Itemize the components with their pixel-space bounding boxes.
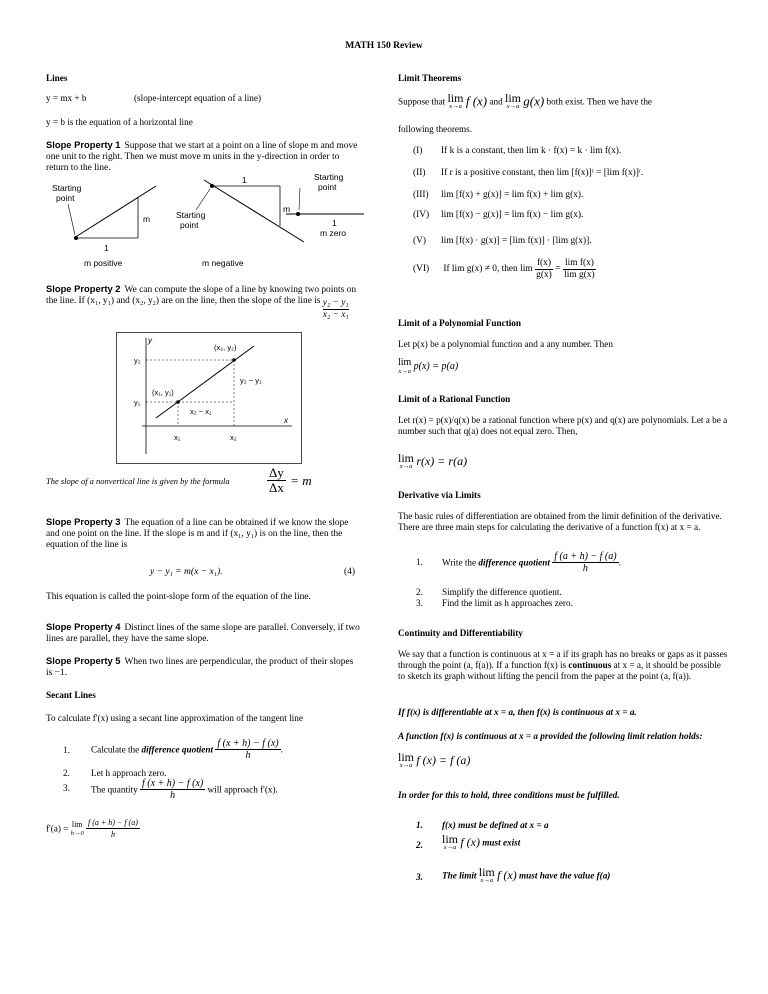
condition-2-num: 2. (416, 840, 423, 850)
condition-2: lim x→a f (x) must exist (442, 832, 521, 851)
point-slope-form-text: This equation is called the point-slope form of the equation of the line. (46, 592, 311, 602)
svg-text:m: m (283, 204, 291, 214)
svg-text:y: y (148, 336, 152, 345)
svg-text:x: x (284, 416, 288, 425)
theorem-6: (VI) If lim g(x) ≠ 0, then lim $\frac{f(x)}{g(x)}$ = $\frac{\text{lim f(x)}}{\text{lim g(x)}}$ (413, 258, 595, 280)
theorem-2: (II) If r is a positive constant, then lim [f(x)]ʳ = [lim f(x)]ʳ. (413, 168, 644, 178)
rational-limit: lim x→a r(x) = r(a) (398, 451, 468, 470)
slope-intercept-eq: y = mx + b (46, 93, 87, 103)
svg-text:1: 1 (104, 243, 109, 253)
equation-number: (4) (344, 567, 356, 577)
svg-text:Starting: Starting (176, 210, 206, 220)
svg-text:x₂: x₂ (230, 433, 237, 442)
condition-1-num: 1. (416, 820, 423, 830)
svg-text:m: m (143, 214, 151, 224)
svg-text:point: point (318, 182, 337, 192)
condition-3-num: 3. (416, 872, 423, 882)
derivative-step1: Write the difference quotient $\frac{f (a + h) - f (a)}{h}$ . (442, 551, 621, 574)
continuity-heading: Continuity and Differentiability (398, 628, 523, 638)
svg-text:Starting: Starting (52, 183, 82, 193)
nonvertical-slope-text: The slope of a nonvertical line is given by the formula (46, 476, 230, 486)
slope-property-2: Slope Property 2 We can compute the slope of a line by knowing two points on the line. If (x₁, y₁) and (x₂, y₂) are on the line, then the slope of the line is $\frac{\text{y₂ − y₁}}{\text{x₂ − x₁}}$ (46, 283, 357, 320)
svg-text:y₁: y₁ (134, 398, 141, 407)
secant-step1-num: 1. (63, 745, 70, 755)
two-point-slope-figure (116, 332, 302, 464)
svg-text:1: 1 (242, 175, 247, 185)
limit-theorems-intro: Suppose that lim x→a f (x) and lim x→a g(x) both exist. Then we have the (398, 91, 652, 110)
continuity-limit: lim x→a f (x) = f (a) (398, 750, 471, 769)
secant-step3: The quantity $\frac{f (x + h) - f (x)}{h}$ will approach f'(x). (91, 778, 278, 801)
derivative-step3-num: 3. (416, 598, 423, 608)
slope-figure-1 (46, 174, 366, 274)
secant-step2: Let h approach zero. (91, 768, 167, 778)
secant-step3-num: 3. (63, 783, 70, 793)
slope-property-3: Slope Property 3 The equation of a line can be obtained if we know the slope and one point on the line. If the slope is m and if (x₁, y₁) is on the line, then the equation of the line is (46, 516, 349, 550)
slope-property-5: Slope Property 5 When two lines are perpendicular, the product of their slopes is −1. (46, 655, 354, 678)
derivative-step1-num: 1. (416, 557, 423, 567)
point-slope-equation: y − y₁ = m(x − x₁). (150, 567, 223, 577)
slope-intercept-note: (slope-intercept equation of a line) (134, 93, 262, 103)
slope-property-4: Slope Property 4 Distinct lines of the same slope are parallel. Conversely, if two lines are parallel, they have the same slope. (46, 621, 360, 644)
horizontal-line-text: y = b is the equation of a horizontal line (46, 117, 193, 127)
derivative-text: The basic rules of differentiation are obtained from the limit definition of the derivative. There are three main steps for calculating the derivative of a function f(x) at x = a. (398, 511, 722, 532)
rational-text: Let r(x) = p(x)/q(x) be a rational function where p(x) and q(x) are polynomials. Let a be a number such that q(a) does not equal zero. Then, (398, 415, 728, 436)
secant-step2-num: 2. (63, 768, 70, 778)
svg-text:Starting: Starting (314, 174, 344, 182)
page-title: MATH 150 Review (345, 41, 423, 51)
svg-text:point: point (56, 193, 75, 203)
polynomial-heading: Limit of a Polynomial Function (398, 318, 522, 328)
svg-text:m negative: m negative (202, 258, 244, 268)
svg-text:m positive: m positive (84, 258, 123, 268)
secant-intro: To calculate f'(x) using a secant line approximation of the tangent line (46, 713, 303, 723)
condition-3: The limit lim x→a f (x) must have the value f(a) (442, 865, 611, 884)
continuity-definition: A function f(x) is continuous at x = a provided the following limit relation holds: (398, 731, 703, 741)
derivative-definition: f'(a) = lim h→0 $\frac{f (a + h) - f (a)}{h}$ (46, 818, 138, 839)
derivative-heading: Derivative via Limits (398, 490, 481, 500)
svg-text:1: 1 (332, 218, 337, 228)
differentiable-statement: If f(x) is differentiable at x = a, then f(x) is continuous at x = a. (398, 707, 637, 717)
polynomial-limit: lim x→a p(x) = p(a) (398, 357, 459, 375)
theorem-1: (I) If k is a constant, then lim k · f(x) = k · lim f(x). (413, 146, 622, 156)
svg-text:m zero: m zero (320, 228, 346, 238)
rational-heading: Limit of a Rational Function (398, 394, 511, 404)
condition-1: f(x) must be defined at x = a (442, 820, 549, 830)
limit-theorems-heading: Limit Theorems (398, 73, 462, 83)
svg-text:y₂ − y₁: y₂ − y₁ (240, 376, 262, 385)
svg-text:point: point (180, 220, 199, 230)
lines-heading: Lines (46, 73, 68, 83)
three-conditions-text: In order for this to hold, three conditions must be fulfilled. (398, 790, 620, 800)
derivative-step2: Simplify the difference quotient. (442, 587, 562, 597)
svg-text:y₂: y₂ (134, 356, 141, 365)
theorem-5: (V) lim [f(x) · g(x)] = [lim f(x)] · [lim g(x)]. (413, 236, 592, 246)
svg-text:(x₁, y₁): (x₁, y₁) (152, 388, 174, 397)
limit-theorems-intro-2: following theorems. (398, 124, 472, 134)
svg-text:(x₂, y₂): (x₂, y₂) (214, 343, 237, 352)
svg-text:x₁: x₁ (174, 433, 181, 442)
polynomial-text: Let p(x) be a polynomial function and a any number. Then (398, 339, 613, 349)
secant-step1: Calculate the difference quotient $\frac{f (x + h) - f (x)}{h}$ . (91, 738, 283, 761)
theorem-3: (III) lim [f(x) + g(x)] = lim f(x) + lim g(x). (413, 190, 584, 200)
derivative-step2-num: 2. (416, 587, 423, 597)
delta-formula: $\frac{\Delta y}{\Delta x}$ = m (269, 465, 312, 495)
svg-text:x₂ − x₁: x₂ − x₁ (190, 407, 212, 416)
theorem-4: (IV) lim [f(x) − g(x)] = lim f(x) − lim g(x). (413, 210, 584, 220)
continuity-paragraph: We say that a function is continuous at x = a if its graph has no breaks or gaps as it passes through the point (a, f(a)). If a function f(x) is continuous at x = a, it should be possible to sketch its graph without lifting the pencil from the paper at the point (a, f(a)). (398, 649, 728, 681)
secant-heading: Secant Lines (46, 690, 96, 700)
derivative-step3: Find the limit as h approaches zero. (442, 598, 573, 608)
slope-property-1: Slope Property 1 Suppose that we start at a point on a line of slope m and move one unit to the right. Then we must move m units in the y-direction in order to return to the line. (46, 139, 358, 173)
